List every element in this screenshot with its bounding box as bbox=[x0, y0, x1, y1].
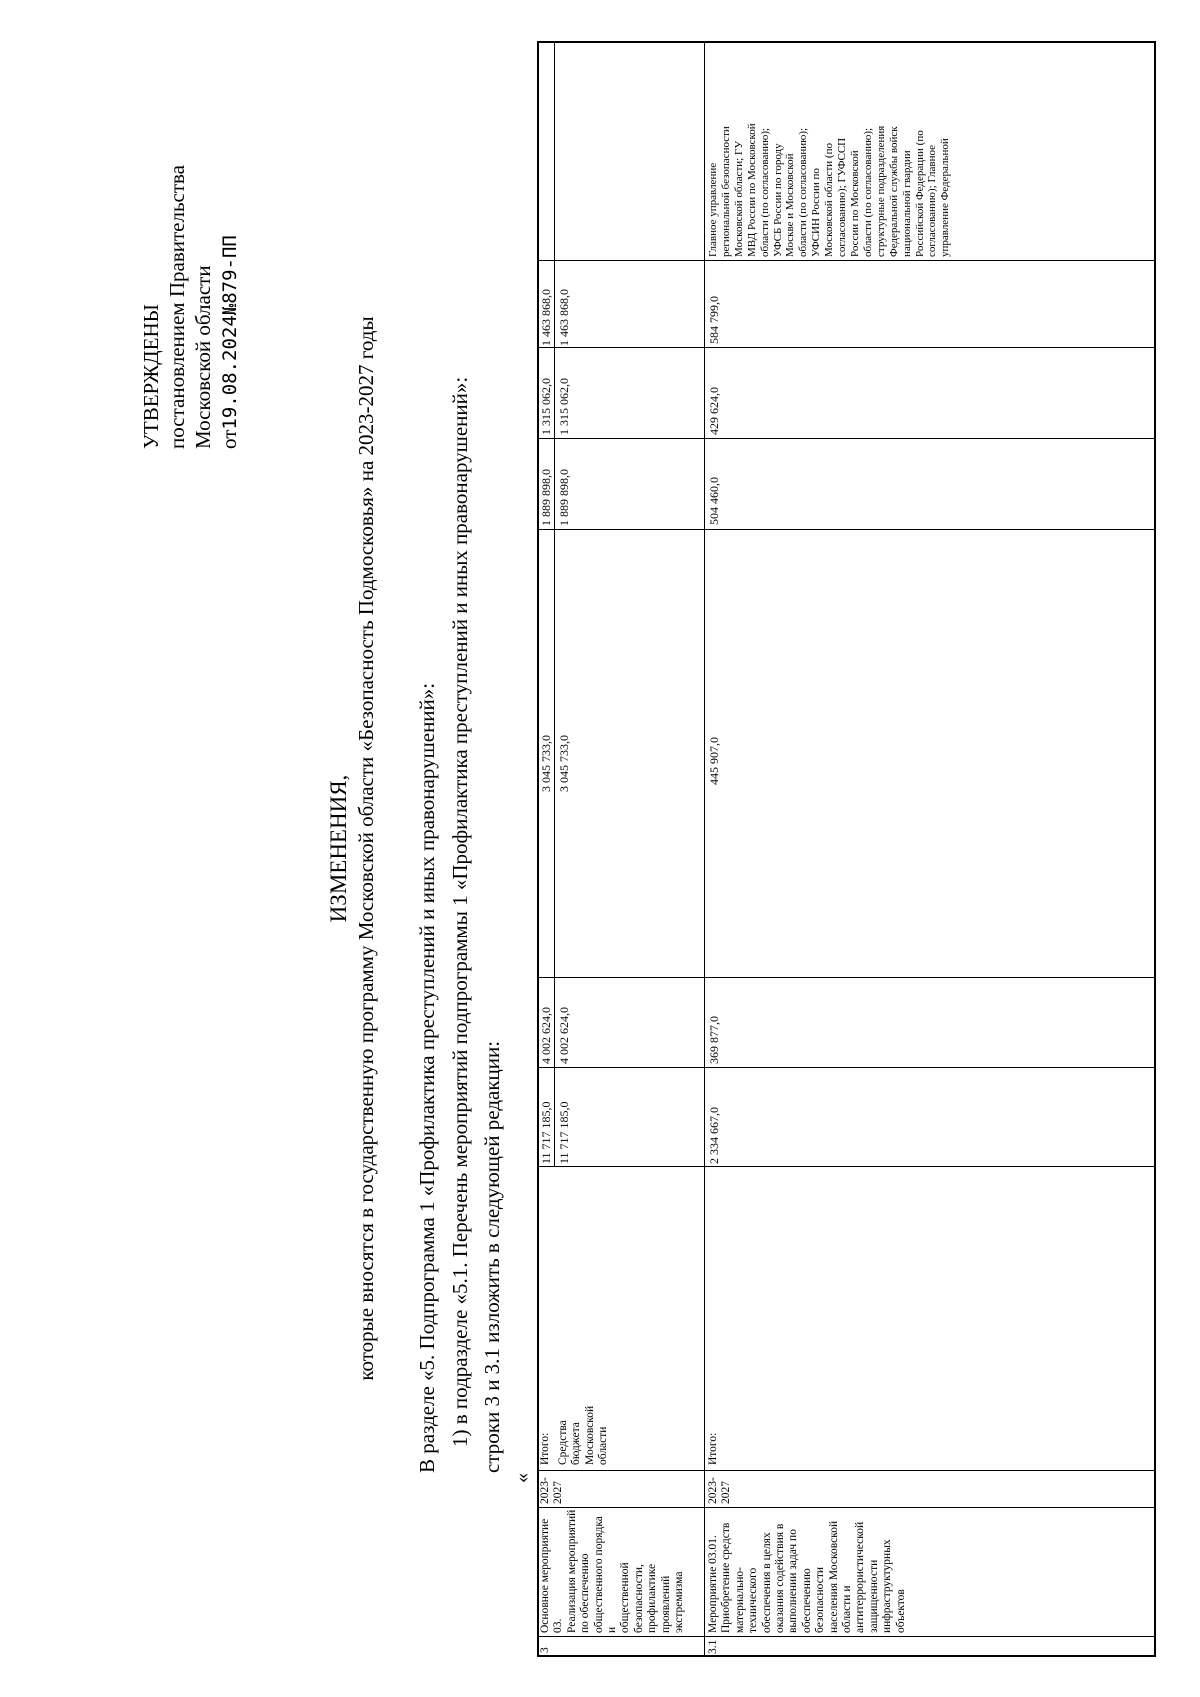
col-divider-source bbox=[537, 1166, 1156, 1167]
subsection-paragraph: 1) в подразделе «5.1. Перечень мероприятий подпрограммы 1 «Профилактика преступлений и иных правонарушений»: bbox=[448, 376, 472, 1447]
approval-stamp bbox=[138, 165, 243, 449]
table-border-top bbox=[537, 41, 539, 1657]
measures-table bbox=[537, 41, 1156, 1657]
amount-2026: 429 624,0 bbox=[707, 387, 721, 435]
funding-source-label: Итого: bbox=[539, 1432, 551, 1465]
measure-name: Основное мероприятие 03. Реализация мероприятий по обеспечению общественного порядка и общественной безопасности, профилактике проявлений экстремизма bbox=[539, 1509, 686, 1633]
approval-date-line bbox=[216, 165, 243, 449]
col-divider-2026 bbox=[537, 347, 1156, 348]
section-paragraph: В разделе «5. Подпрограмма 1 «Профилактика преступлений и иных правонарушений»: bbox=[415, 682, 439, 1473]
amount-2023: 4 002 624,0 bbox=[539, 1007, 553, 1064]
row-divider bbox=[704, 41, 705, 1657]
funding-source-label: Средства бюджета Московской области bbox=[557, 1405, 610, 1465]
col-divider-name bbox=[537, 1507, 1156, 1508]
implementation-period: 2023- 2027 bbox=[539, 1477, 565, 1504]
amount-2024: 445 907,0 bbox=[707, 737, 721, 785]
amount-2024: 3 045 733,0 bbox=[557, 735, 571, 792]
col-divider-2023 bbox=[537, 977, 1156, 978]
amount-2024: 3 045 733,0 bbox=[539, 735, 553, 792]
amount-2023: 4 002 624,0 bbox=[557, 1007, 571, 1064]
amount-2025: 504 460,0 bbox=[707, 477, 721, 525]
source-divider bbox=[554, 41, 555, 1167]
amount-2027: 584 799,0 bbox=[707, 296, 721, 344]
approval-number: №879-ПП bbox=[219, 235, 241, 316]
col-divider-period bbox=[537, 1470, 1156, 1471]
amount-2026: 1 315 062,0 bbox=[539, 378, 553, 435]
col-divider-total bbox=[537, 1067, 1156, 1068]
approval-line-3: Московской области bbox=[191, 265, 215, 449]
instruction-paragraph: строки 3 и 3.1 изложить в следующей редакции: bbox=[480, 1040, 504, 1473]
amount-2027: 1 463 868,0 bbox=[539, 289, 553, 346]
col-divider-2027 bbox=[537, 260, 1156, 261]
document-subtitle: которые вносятся в государственную программу Московской области «Безопасность Подмосковья» на 2023-2027 годы bbox=[354, 316, 378, 1381]
approval-line-2: постановлением Правительства bbox=[165, 164, 189, 449]
approval-date: 19.08.2024 bbox=[219, 315, 241, 430]
amount-total: 11 717 185,0 bbox=[557, 1101, 571, 1164]
amount-2025: 1 889 898,0 bbox=[539, 469, 553, 526]
document-title: ИЗМЕНЕНИЯ, bbox=[326, 774, 351, 923]
row-number: 3.1 bbox=[707, 1639, 719, 1654]
approval-date-prefix: от bbox=[217, 429, 241, 449]
amount-2026: 1 315 062,0 bbox=[557, 378, 571, 435]
implementation-period: 2023- 2027 bbox=[707, 1477, 733, 1504]
measure-name: Мероприятие 03.01. Приобретение средств материально-технического обеспечения в целях оказания содействия в выполнении задач по обеспечению безопасности населения Московской области и антитеррористической защищенности инфраструктурных объектов bbox=[707, 1520, 907, 1633]
funding-source-label: Итого: bbox=[707, 1432, 719, 1465]
col-divider-2025 bbox=[537, 438, 1156, 439]
responsible-executors: Главное управление региональной безопасности Московской области; ГУ МВД России по Московской области (по согласованию); УФСБ России по городу Москве и Московской области (по согласованию); УФСИН России по Московской области (по согласованию); ГУФССП России по Московской области (по согласованию); структурные подразделения Федеральной службы войск национальной гвардии Российской Федерации (по согласованию); Главное управление Федеральной bbox=[707, 123, 952, 257]
col-divider-num bbox=[537, 1636, 1156, 1637]
approval-title: УТВЕРЖДЕНЫ bbox=[139, 304, 163, 449]
amount-2023: 369 877,0 bbox=[707, 1016, 721, 1064]
row-number: 3 bbox=[539, 1647, 551, 1653]
col-divider-2024 bbox=[537, 529, 1156, 530]
amount-total: 11 717 185,0 bbox=[539, 1101, 553, 1164]
amount-2025: 1 889 898,0 bbox=[557, 469, 571, 526]
table-border-bottom bbox=[1154, 41, 1156, 1657]
amount-total: 2 334 667,0 bbox=[707, 1107, 721, 1164]
table-border-left bbox=[537, 1656, 1156, 1658]
amount-2027: 1 463 868,0 bbox=[557, 289, 571, 346]
open-quote: « bbox=[511, 1473, 533, 1483]
